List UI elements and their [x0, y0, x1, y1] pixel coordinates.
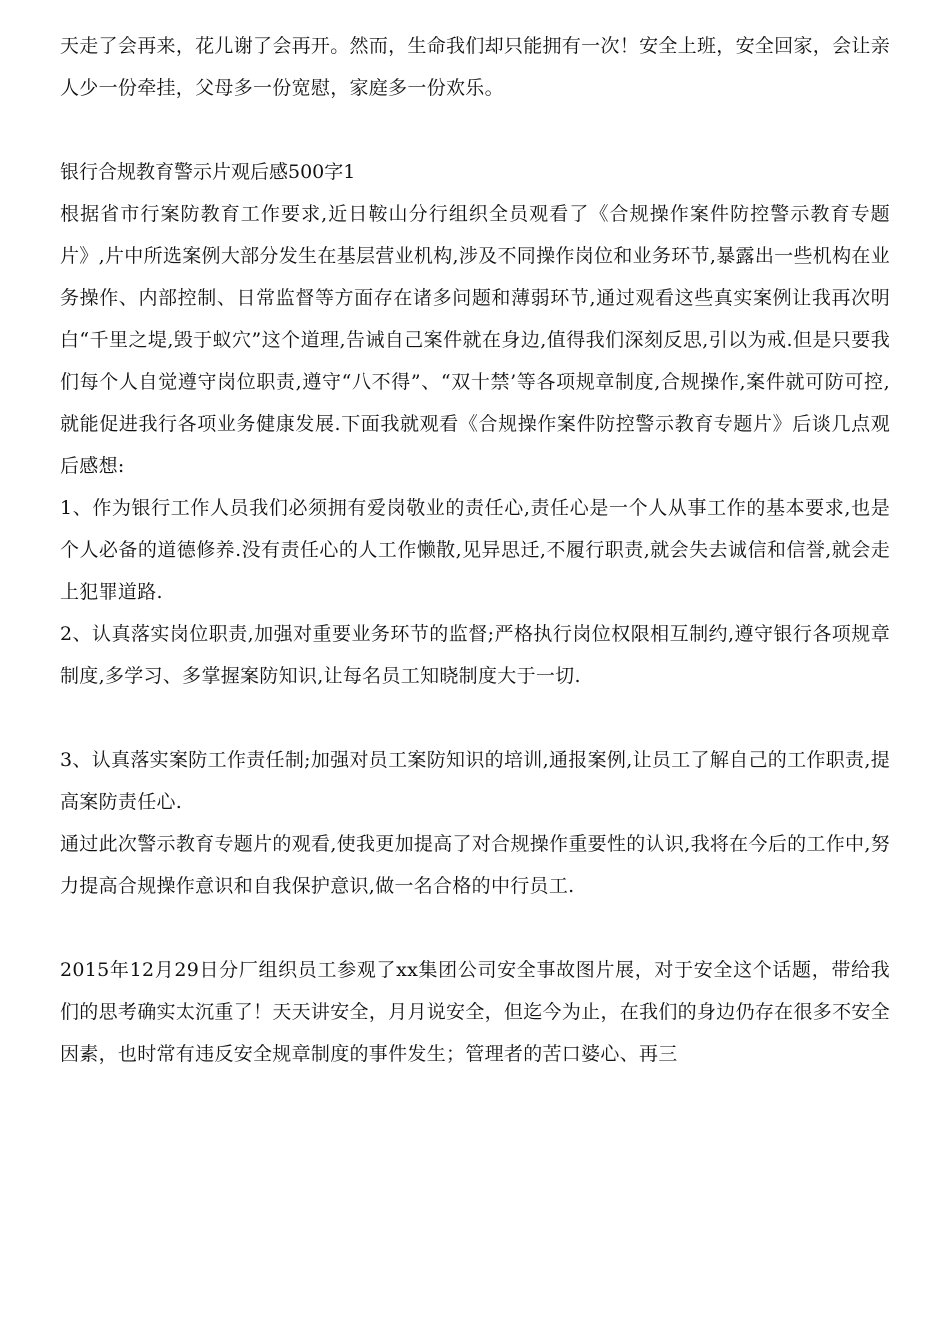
- section-title: 银行合规教育警示片观后感500字1: [60, 161, 356, 183]
- conclusion-paragraph: 通过此次警示教育专题片的观看,使我更加提高了对合规操作重要性的认识,我将在今后的工作中,努力提高合规操作意识和自我保护意识,做一名合格的中行员工.: [60, 833, 890, 897]
- point-3-paragraph: 3、认真落实案防工作责任制;加强对员工案防知识的培训,通报案例,让员工了解自己的工作职责,提高案防责任心.: [60, 749, 890, 813]
- point-2-paragraph: 2、认真落实岗位职责,加强对重要业务环节的监督;严格执行岗位权限相互制约,遵守银行各项规章制度,多学习、多掌握案防知识,让每名员工知晓制度大于一切.: [60, 623, 890, 687]
- point-1-paragraph: 1、作为银行工作人员我们必须拥有爱岗敬业的责任心,责任心是一个人从事工作的基本要求,也是个人必备的道德修养.没有责任心的人工作懒散,见异思迁,不履行职责,就会失去诚信和信誉,就会走上犯罪道路.: [60, 497, 890, 603]
- next-section-paragraph: 2015年12月29日分厂组织员工参观了xx集团公司安全事故图片展，对于安全这个话题，带给我们的思考确实太沉重了！天天讲安全，月月说安全，但迄今为止，在我们的身边仍存在很多不安全因素，也时常有违反安全规章制度的事件发生；管理者的苦口婆心、再三: [60, 959, 890, 1065]
- document-page: [60, 25, 890, 1075]
- body-paragraph-1: 根据省市行案防教育工作要求,近日鞍山分行组织全员观看了《合规操作案件防控警示教育专题片》,片中所选案例大部分发生在基层营业机构,涉及不同操作岗位和业务环节,暴露出一些机构在业务操作、内部控制、日常监督等方面存在诸多问题和薄弱环节,通过观看这些真实案例让我再次明白“千里之堤,毁于蚁穴”这个道理,告诫自己案件就在身边,值得我们深刻反思,引以为戒.但是只要我们每个人自觉遵守岗位职责,遵守“八不得”、“双十禁’等各项规章制度,合规操作,案件就可防可控,就能促进我行各项业务健康发展.下面我就观看《合规操作案件防控警示教育专题片》后谈几点观后感想:: [60, 203, 890, 477]
- intro-paragraph: 天走了会再来，花儿谢了会再开。然而，生命我们却只能拥有一次！安全上班，安全回家，会让亲人少一份牵挂，父母多一份宽慰，家庭多一份欢乐。: [60, 35, 890, 99]
